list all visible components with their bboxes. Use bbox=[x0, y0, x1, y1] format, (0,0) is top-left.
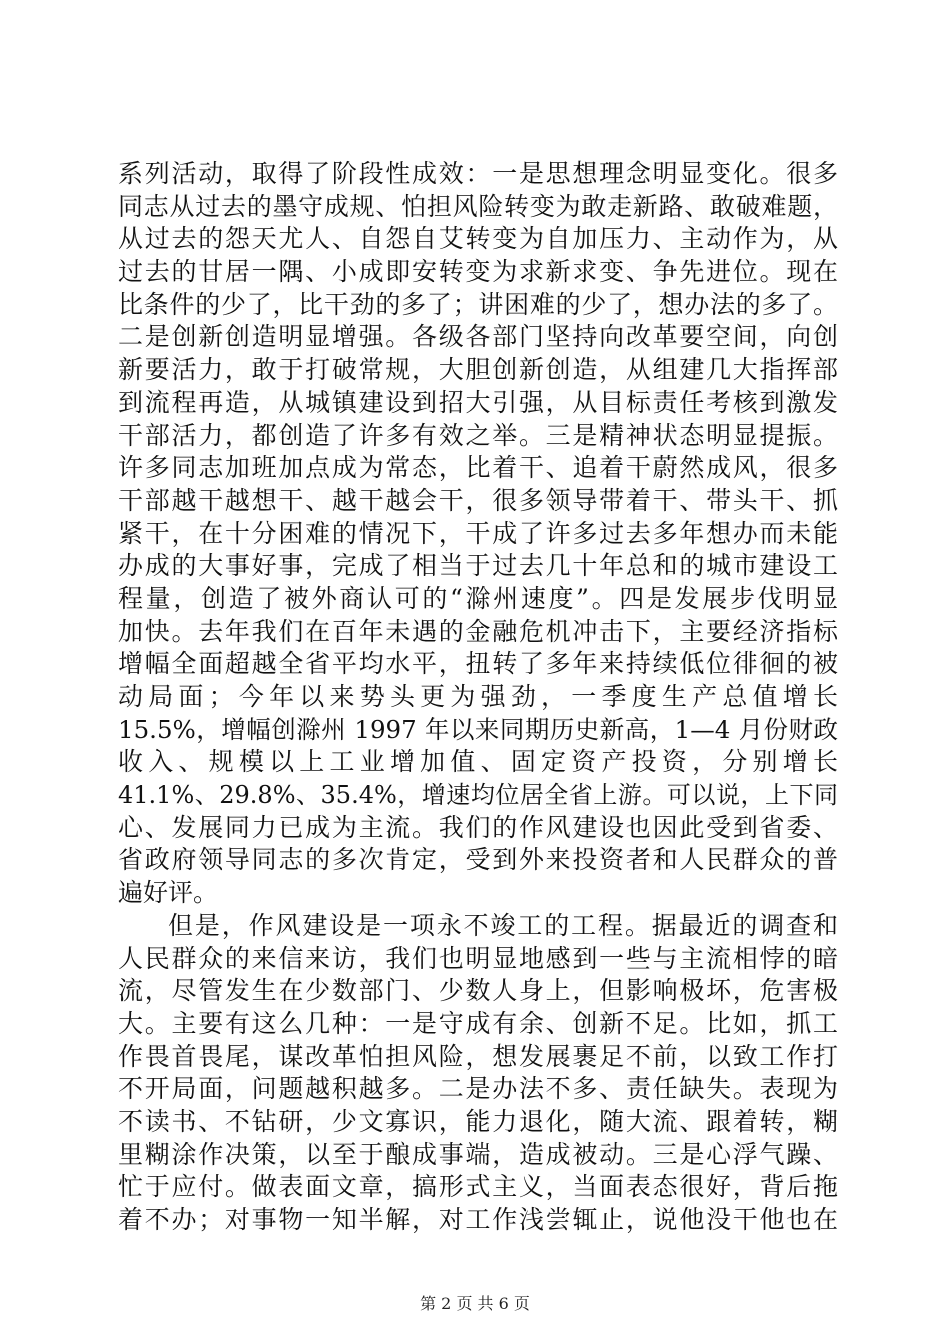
text-line: 加快。去年我们在百年未遇的金融危机冲击下，主要经济指标 bbox=[118, 616, 838, 646]
text-line: 着不办；对事物一知半解，对工作浅尝辄止，说他没干他也在 bbox=[118, 1205, 838, 1234]
text-line: 过去的甘居一隅、小成即安转变为求新求变、争先进位。现在 bbox=[118, 257, 838, 287]
text-line: 忙于应付。做表面文章，搞形式主义，当面表态很好，背后拖 bbox=[118, 1172, 838, 1202]
text-line: 流，尽管发生在少数部门、少数人身上，但影响极坏，危害极 bbox=[118, 976, 838, 1006]
text-line: 同志从过去的墨守成规、怕担风险转变为敢走新路、敢破难题， bbox=[118, 191, 838, 221]
text-line: 干部活力，都创造了许多有效之举。三是精神状态明显提振。 bbox=[118, 420, 838, 450]
text-line: 从过去的怨天尤人、自怨自艾转变为自加压力、主动作为，从 bbox=[118, 224, 838, 254]
text-line: 干部越干越想干、越干越会干，很多领导带着干、带头干、抓 bbox=[118, 485, 838, 515]
text-line: 遍好评。 bbox=[118, 878, 219, 908]
text-line: 到流程再造，从城镇建设到招大引强，从目标责任考核到激发 bbox=[118, 387, 838, 417]
document-body bbox=[118, 158, 838, 1237]
text-line: 心、发展同力已成为主流。我们的作风建设也因此受到省委、 bbox=[118, 812, 838, 842]
text-line: 作畏首畏尾，谋改革怕担风险，想发展裹足不前，以致工作打 bbox=[118, 1041, 838, 1071]
text-line: 程量，创造了被外商认可的“滁州速度”。四是发展步伐明显 bbox=[118, 583, 838, 613]
text-line: 大。主要有这么几种：一是守成有余、创新不足。比如，抓工 bbox=[118, 1008, 838, 1038]
text-line: 新要活力，敢于打破常规，大胆创新创造，从组建几大指挥部 bbox=[118, 355, 838, 385]
text-line: 比条件的少了，比干劲的多了；讲困难的少了，想办法的多了。 bbox=[118, 289, 838, 319]
text-line: 省政府领导同志的多次肯定，受到外来投资者和人民群众的普 bbox=[118, 845, 838, 875]
text-line: 紧干，在十分困难的情况下，干成了许多过去多年想办而未能 bbox=[118, 518, 838, 548]
page-footer bbox=[0, 1294, 950, 1314]
text-line: 系列活动，取得了阶段性成效：一是思想理念明显变化。很多 bbox=[118, 159, 838, 188]
paragraph-1 bbox=[118, 158, 838, 910]
text-line: 里糊涂作决策，以至于酿成事端，造成被动。三是心浮气躁、 bbox=[118, 1139, 838, 1169]
text-line: 15.5%，增幅创滁州 1997 年以来同期历史新高，1—4 月份财政 bbox=[118, 714, 838, 744]
text-line: 二是创新创造明显增强。各级各部门坚持向改革要空间，向创 bbox=[118, 322, 838, 352]
paragraph-2 bbox=[118, 910, 838, 1237]
text-line: 不读书、不钻研，少文寡识，能力退化，随大流、跟着转，糊 bbox=[118, 1106, 838, 1136]
text-line: 不开局面，问题越积越多。二是办法不多、责任缺失。表现为 bbox=[118, 1074, 838, 1104]
text-line: 动局面；今年以来势头更为强劲，一季度生产总值增长 bbox=[118, 682, 838, 711]
page-number: 第 2 页 共 6 页 bbox=[420, 1294, 530, 1313]
text-line: 人民群众的来信来访，我们也明显地感到一些与主流相悖的暗 bbox=[118, 943, 838, 973]
text-line: 增幅全面超越全省平均水平，扭转了多年来持续低位徘徊的被 bbox=[118, 649, 838, 679]
text-line: 41.1%、29.8%、35.4%，增速均位居全省上游。可以说，上下同 bbox=[118, 781, 838, 810]
text-line: 许多同志加班加点成为常态，比着干、追着干蔚然成风，很多 bbox=[118, 453, 838, 483]
text-line: 但是，作风建设是一项永不竣工的工程。据最近的调查和 bbox=[168, 910, 838, 940]
text-line: 办成的大事好事，完成了相当于过去几十年总和的城市建设工 bbox=[118, 551, 838, 581]
text-line: 收入、规模以上工业增加值、固定资产投资，分别增长 bbox=[118, 747, 838, 777]
